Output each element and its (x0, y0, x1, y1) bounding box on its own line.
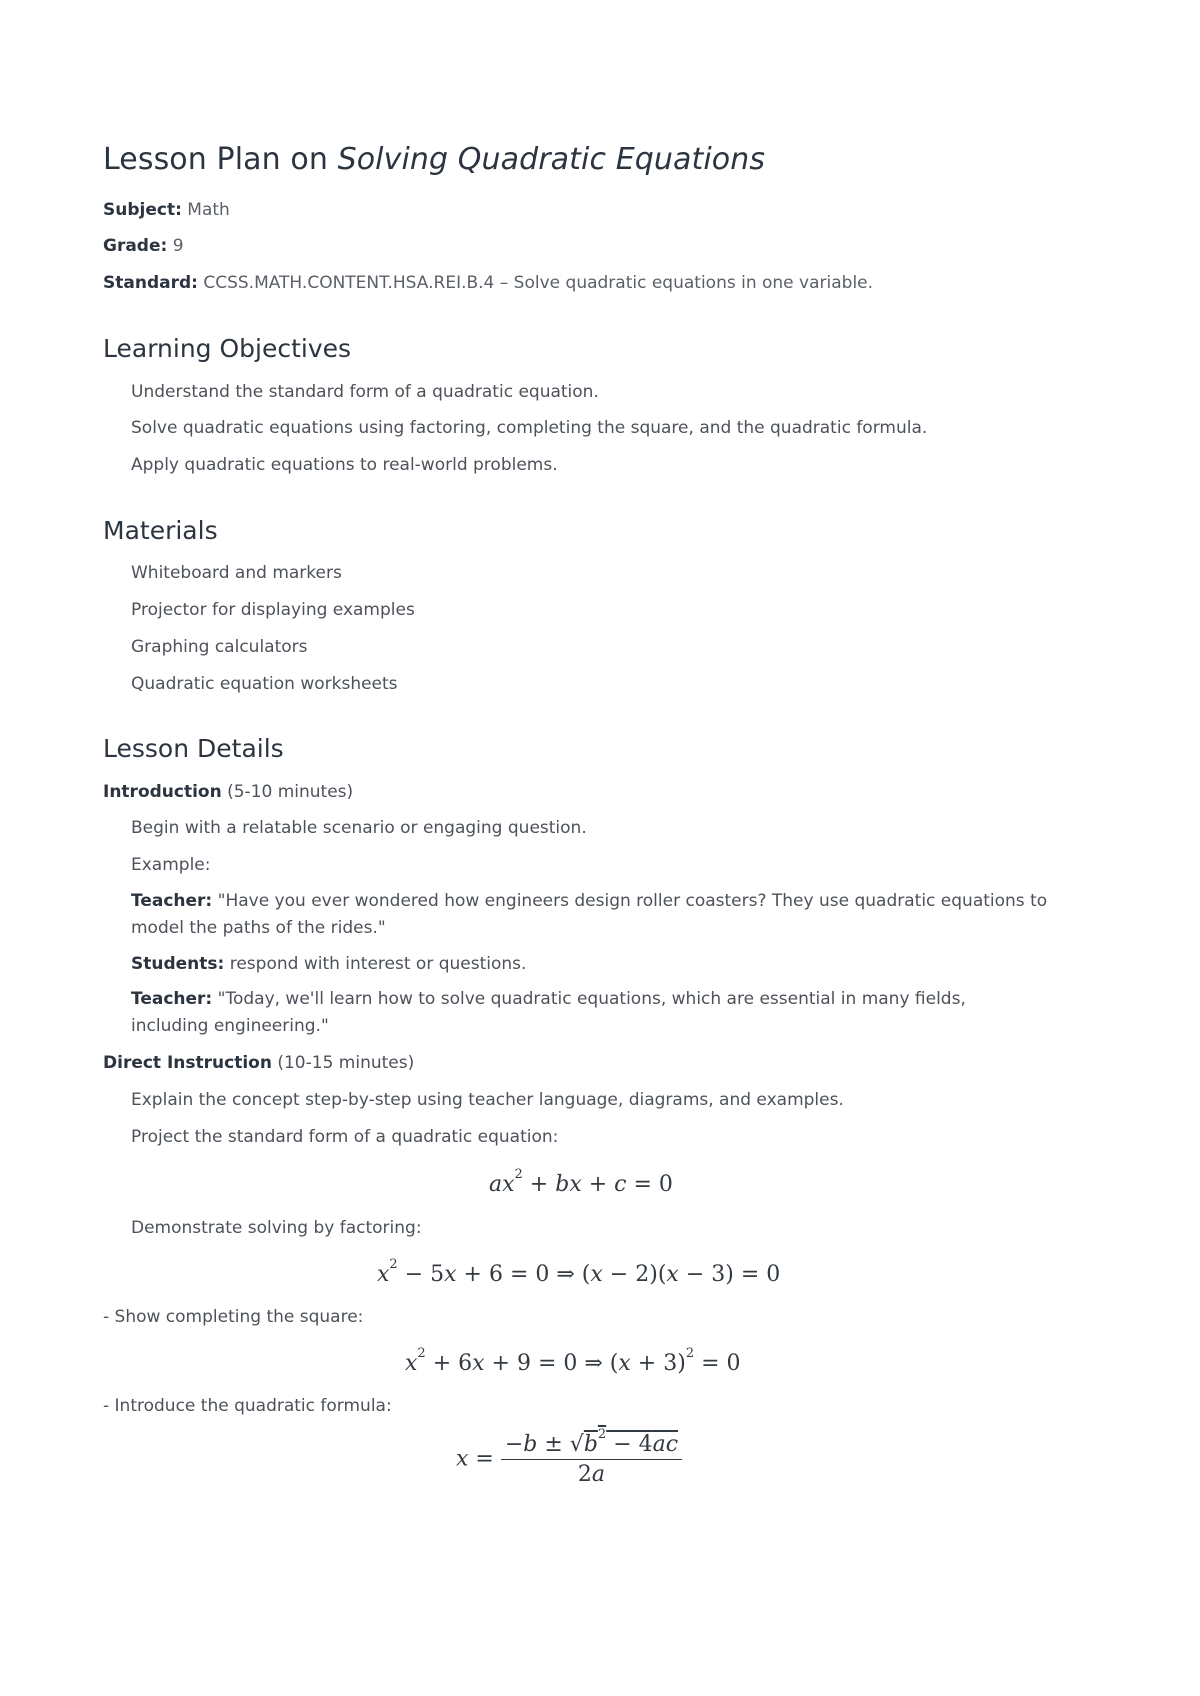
title-emphasis: Solving Quadratic Equations (337, 142, 766, 177)
dialogue-line (131, 888, 1091, 942)
direct-instruction-title: Direct Instruction (103, 1053, 272, 1073)
intro-item: Begin with a relatable scenario or engaging question. (131, 818, 587, 838)
objective-item: Solve quadratic equations using factoring, completing the square, and the quadratic formula. (131, 418, 928, 438)
subject-value: Math (187, 200, 230, 220)
quadratic-formula: x = $\frac{-b \pm √b^2 - 4ac}{2a}$ (456, 1432, 682, 1487)
page-title (103, 142, 765, 177)
material-item: Graphing calculators (131, 637, 308, 657)
speaker-label: Students: (131, 954, 225, 974)
introduction-duration: (5-10 minutes) (227, 782, 354, 802)
dialogue-text: "Today, we'll learn how to solve quadratic equations, which are essential in many fields, including engineering." (131, 989, 966, 1036)
objectives-heading: Learning Objectives (103, 334, 352, 363)
materials-heading: Materials (103, 516, 218, 545)
objective-item: Understand the standard form of a quadratic equation. (131, 382, 599, 402)
direct-instruction-label (103, 1053, 414, 1073)
factoring-equation: $x^2 - 5x + 6 = 0$ ⇒ (x − 2)(x − 3) = 0 (377, 1257, 781, 1287)
intro-item: Example: (131, 855, 211, 875)
grade-label: Grade: (103, 236, 168, 256)
material-item: Projector for displaying examples (131, 600, 415, 620)
dialogue-text: "Have you ever wondered how engineers design roller coasters? They use quadratic equations to model the paths of the rides." (131, 891, 1048, 938)
standard-value: CCSS.MATH.CONTENT.HSA.REI.B.4 – Solve quadratic equations in one variable. (203, 273, 874, 293)
completing-square-equation: $x^2 + 6x + 9 = 0$ ⇒ $(x + 3)^2 = 0$ (405, 1346, 741, 1376)
dialogue-line (131, 954, 526, 974)
speaker-label: Teacher: (131, 989, 213, 1009)
introduction-title: Introduction (103, 782, 222, 802)
subject-line (103, 200, 230, 220)
speaker-label: Teacher: (131, 891, 213, 911)
direct-instruction-duration: (10-15 minutes) (277, 1053, 415, 1073)
standard-label: Standard: (103, 273, 198, 293)
grade-value: 9 (172, 236, 184, 256)
instruction-item: - Introduce the quadratic formula: (103, 1396, 392, 1416)
instruction-item: - Show completing the square: (103, 1307, 364, 1327)
standard-line (103, 273, 873, 293)
title-prefix: Lesson Plan on (103, 142, 338, 177)
dialogue-line (131, 986, 971, 1040)
standard-form-equation: $ax^2$ + bx + c = 0 (489, 1167, 673, 1197)
introduction-label (103, 782, 353, 802)
dialogue-text: respond with interest or questions. (229, 954, 527, 974)
objective-item: Apply quadratic equations to real-world problems. (131, 455, 558, 475)
material-item: Whiteboard and markers (131, 563, 342, 583)
material-item: Quadratic equation worksheets (131, 674, 398, 694)
lesson-details-heading: Lesson Details (103, 734, 284, 763)
instruction-item: Demonstrate solving by factoring: (131, 1218, 422, 1238)
instruction-item: Explain the concept step-by-step using teacher language, diagrams, and examples. (131, 1090, 844, 1110)
subject-label: Subject: (103, 200, 182, 220)
grade-line (103, 236, 184, 256)
instruction-item: Project the standard form of a quadratic equation: (131, 1127, 559, 1147)
